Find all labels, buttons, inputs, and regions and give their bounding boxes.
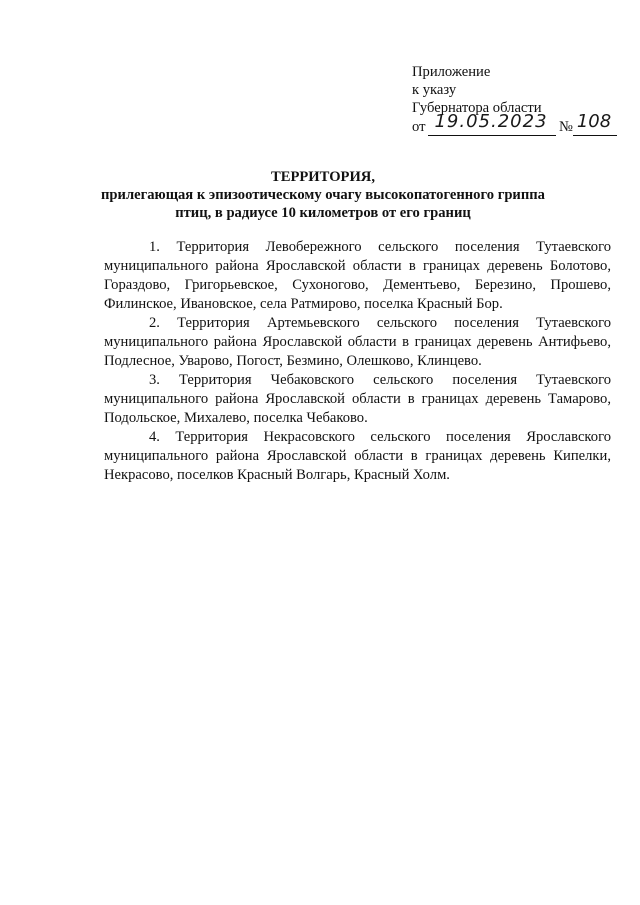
- appendix-decree-ref: к указу: [412, 82, 457, 98]
- territory-list: [104, 238, 611, 485]
- decree-date-number-row: [412, 111, 612, 137]
- decree-number: 108: [576, 111, 612, 132]
- number-underline: [573, 135, 617, 136]
- appendix-authority: Губернатора области: [412, 100, 542, 116]
- territory-item: 3. Территория Чебаковского сельского поселения Тутаевского муниципального района Ярославской области в границах деревень Тамарово, Подольское, Михалево, поселка Чебаково.: [104, 372, 611, 426]
- number-label: №: [559, 119, 573, 135]
- territory-item: 2. Территория Артемьевского сельского поселения Тутаевского муниципального района Ярославской области в границах деревень Антифьево, Подлесное, Уварово, Погост, Безмино, Олешково, Клинцево.: [104, 315, 611, 369]
- date-underline: [428, 135, 556, 136]
- territory-item: 1. Территория Левобережного сельского поселения Тутаевского муниципального района Ярославской области в границах деревень Болотово, Гораздово, Григорьевское, Сухоногово, Дементьево, Березино, Прошево, Филинское, Ивановское, села Ратмирово, поселка Красный Бор.: [104, 239, 611, 312]
- title-subtitle: прилегающая к эпизоотическому очагу высокопатогенного гриппа птиц, в радиусе 10 километров от его границ: [101, 187, 545, 221]
- document-title: [100, 168, 546, 222]
- title-heading: ТЕРРИТОРИЯ,: [271, 169, 375, 185]
- territory-item: 4. Территория Некрасовского сельского поселения Ярославского муниципального района Ярославской области в границах деревень Кипелки, Некрасово, поселков Красный Волгарь, Красный Холм.: [104, 429, 611, 483]
- appendix-label: Приложение: [412, 64, 491, 80]
- appendix-block: [412, 63, 612, 137]
- decree-date: 19.05.2023: [434, 111, 548, 132]
- date-label: от: [412, 119, 426, 135]
